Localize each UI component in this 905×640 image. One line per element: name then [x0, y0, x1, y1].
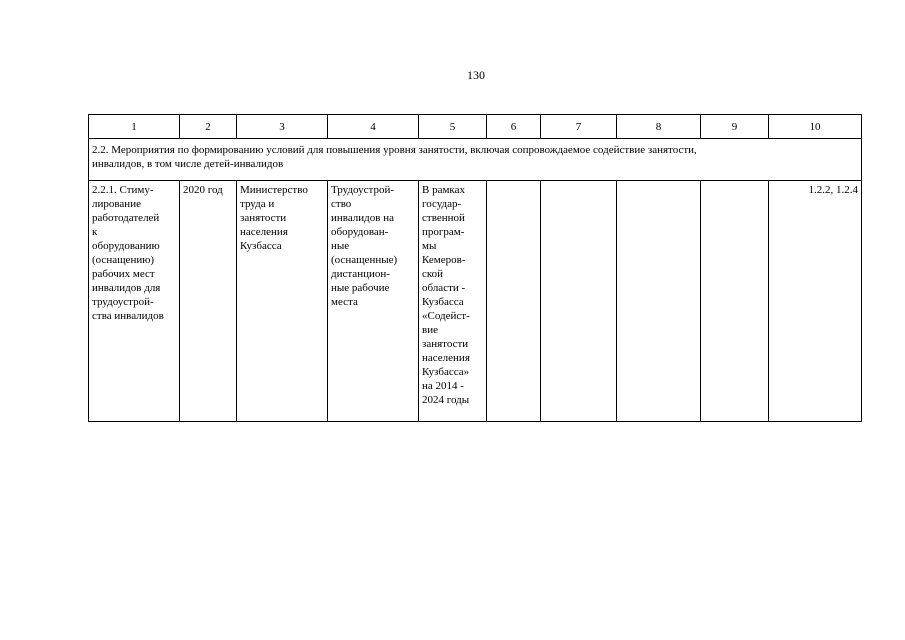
header-cell-5: 5	[419, 115, 487, 139]
page-number: 130	[467, 68, 485, 82]
header-cell-7: 7	[541, 115, 617, 139]
header-cell-2: 2	[180, 115, 237, 139]
header-cell-8: 8	[617, 115, 701, 139]
cell-col-7	[541, 181, 617, 422]
section-row	[89, 139, 862, 181]
measure-name-cell: 2.2.1. Стиму- лирование работодателей к оборудованию (оснащению) рабочих мест инвалидов для трудоустрой- ства инвалидов	[89, 181, 180, 422]
header-cell-4: 4	[328, 115, 419, 139]
period-cell: 2020 год	[180, 181, 237, 422]
program-table	[88, 114, 862, 422]
cell-col-6	[487, 181, 541, 422]
header-cell-6: 6	[487, 115, 541, 139]
table-row	[89, 181, 862, 422]
header-cell-1: 1	[89, 115, 180, 139]
header-cell-10: 10	[769, 115, 862, 139]
table-header-row	[89, 115, 862, 139]
section-title: 2.2. Мероприятия по формированию условий для повышения уровня занятости, включая сопровождаемое содействие занятости, инвалидов, в том числе детей-инвалидов	[89, 139, 862, 181]
executor-cell: Министерство труда и занятости населения Кузбасса	[237, 181, 328, 422]
indicator-link-cell: 1.2.2, 1.2.4	[769, 181, 862, 422]
header-cell-3: 3	[237, 115, 328, 139]
header-cell-9: 9	[701, 115, 769, 139]
funding-source-cell: В рамках государ- ственной програм- мы Кемеров- ской области - Кузбасса «Содейст- вие занятости населения Кузбасса» на 2014 - 2024 годы	[419, 181, 487, 422]
cell-col-8	[617, 181, 701, 422]
cell-col-9	[701, 181, 769, 422]
result-cell: Трудоустрой- ство инвалидов на оборудован- ные (оснащенные) дистанцион- ные рабочие места	[328, 181, 419, 422]
